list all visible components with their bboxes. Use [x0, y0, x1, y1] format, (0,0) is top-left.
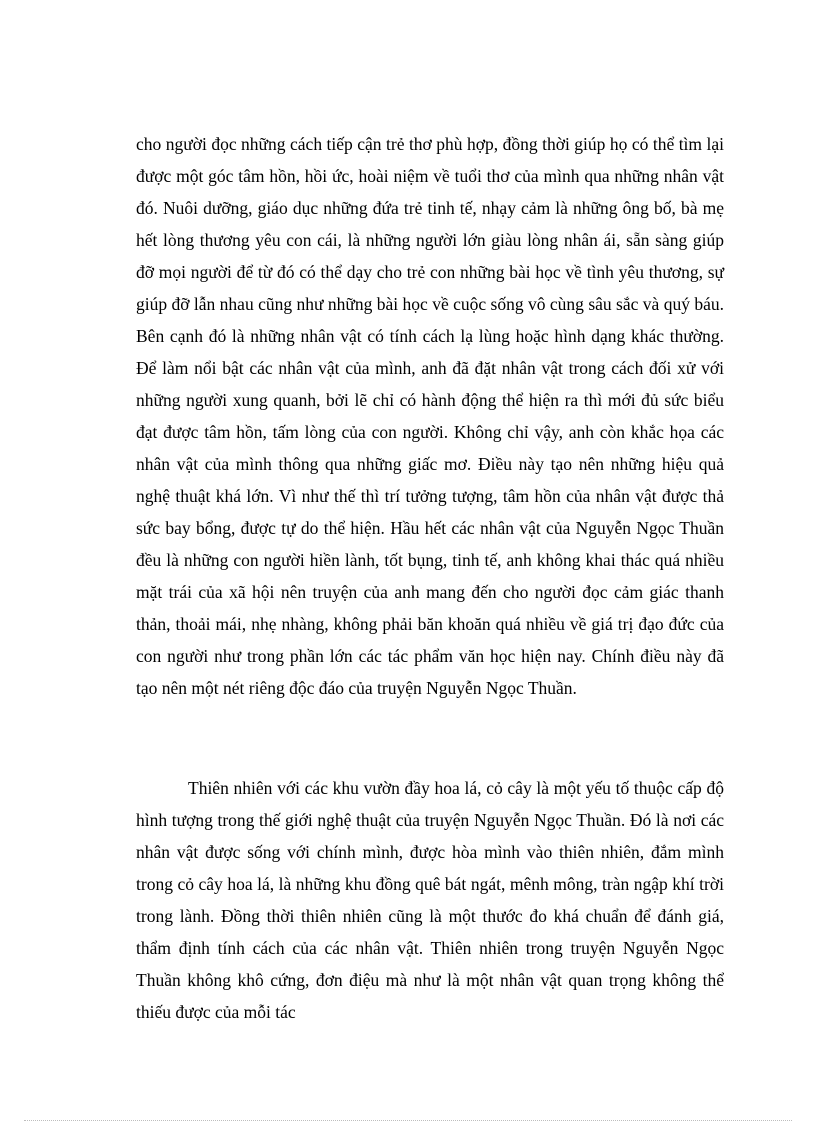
- body-paragraph-1: cho người đọc những cách tiếp cận trẻ thơ phù hợp, đồng thời giúp họ có thể tìm lại được một góc tâm hồn, hồi ức, hoài niệm về tuổi thơ của mình qua những nhân vật đó. Nuôi dưỡng, giáo dục những đứa trẻ tinh tế, nhạy cảm là những ông bố, bà mẹ hết lòng thương yêu con cái, là những người lớn giàu lòng nhân ái, sẵn sàng giúp đỡ mọi người để từ đó có thể dạy cho trẻ con những bài học về tình yêu thương, sự giúp đỡ lẫn nhau cũng như những bài học về cuộc sống vô cùng sâu sắc và quý báu. Bên cạnh đó là những nhân vật có tính cách lạ lùng hoặc hình dạng khác thường. Để làm nổi bật các nhân vật của mình, anh đã đặt nhân vật trong cách đối xử với những người xung quanh, bởi lẽ chỉ có hành động thể hiện ra thì mới đủ sức biểu đạt được tâm hồn, tấm lòng của con người. Không chỉ vậy, anh còn khắc họa các nhân vật của mình thông qua những giấc mơ. Điều này tạo nên những hiệu quả nghệ thuật khá lớn. Vì như thế thì trí tưởng tượng, tâm hồn của nhân vật được thả sức bay bổng, được tự do thể hiện. Hầu hết các nhân vật của Nguyễn Ngọc Thuần đều là những con người hiền lành, tốt bụng, tinh tế, anh không khai thác quá nhiều mặt trái của xã hội nên truyện của anh mang đến cho người đọc cảm giác thanh thản, thoải mái, nhẹ nhàng, không phải băn khoăn quá nhiều về giá trị đạo đức của con người như trong phần lớn các tác phẩm văn học hiện nay. Chính điều này đã tạo nên một nét riêng độc đáo của truyện Nguyễn Ngọc Thuần.: [136, 133, 724, 698]
- page-bottom-divider: [24, 1120, 792, 1121]
- body-paragraph-2: Thiên nhiên với các khu vườn đầy hoa lá, cỏ cây là một yếu tố thuộc cấp độ hình tượng trong thế giới nghệ thuật của truyện Nguyễn Ngọc Thuần. Đó là nơi các nhân vật được sống với chính mình, được hòa mình vào thiên nhiên, đắm mình trong cỏ cây hoa lá, là những khu đồng quê bát ngát, mênh mông, tràn ngập khí trời trong lành. Đồng thời thiên nhiên cũng là một thước đo khá chuẩn để đánh giá, thẩm định tính cách của các nhân vật. Thiên nhiên trong truyện Nguyễn Ngọc Thuần không khô cứng, đơn điệu mà như là một nhân vật quan trọng không thể thiếu được của mỗi tác: [136, 777, 724, 1022]
